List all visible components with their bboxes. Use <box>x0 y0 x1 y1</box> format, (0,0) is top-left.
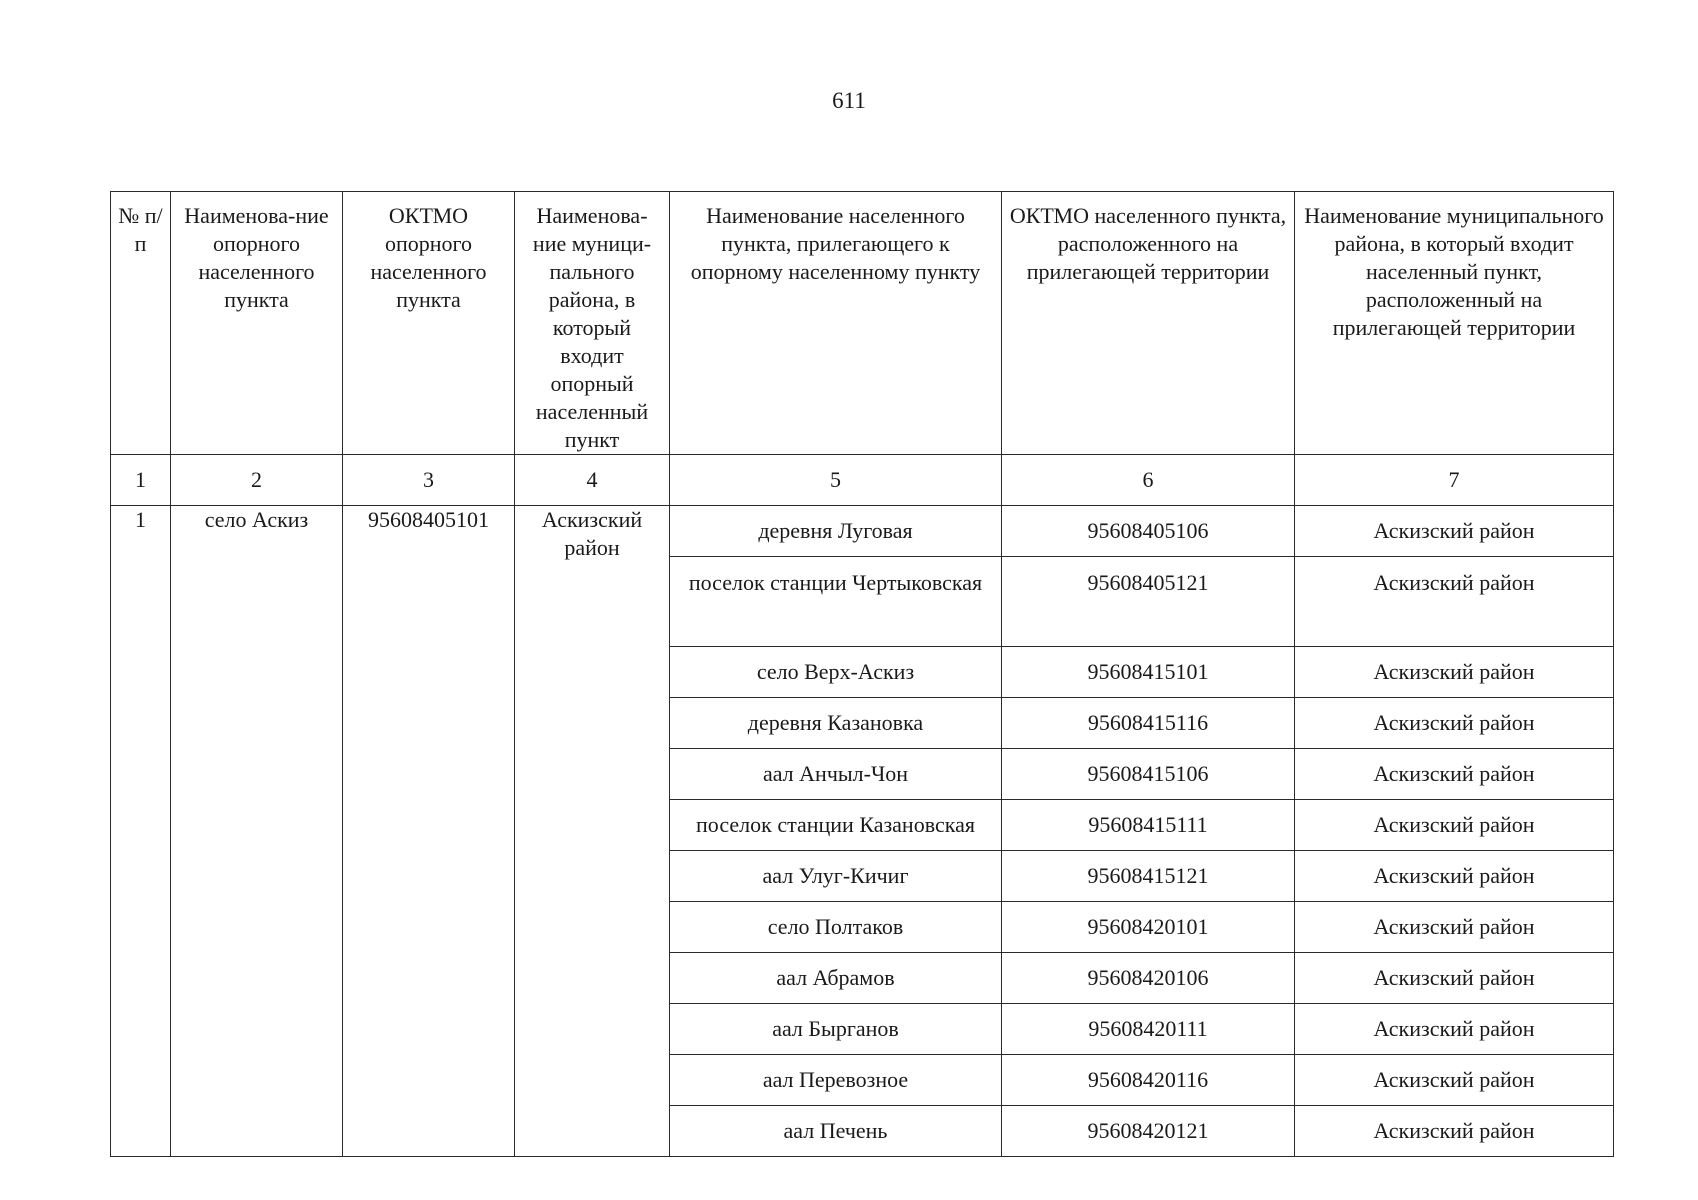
settlements-table <box>110 191 1614 1157</box>
adjacent-settlement-name: аал Быргaнов <box>670 1004 1002 1055</box>
adjacent-settlement-oktmo: 95608420111 <box>1002 1004 1295 1055</box>
adjacent-settlement-district: Аскизский район <box>1295 953 1614 1004</box>
column-number: 4 <box>515 455 670 506</box>
header-cell-adjacent-district: Наименование муниципального района, в который входит населенный пункт, расположенный на прилегающей территории <box>1295 192 1614 455</box>
adjacent-settlement-name: поселок станции Казановская <box>670 800 1002 851</box>
support-settlement-name: село Аскиз <box>171 506 343 1157</box>
header-cell-adjacent-oktmo: ОКТМО населенного пункта, расположенного на прилегающей территории <box>1002 192 1295 455</box>
page-number: 611 <box>832 88 866 113</box>
column-number: 2 <box>171 455 343 506</box>
adjacent-settlement-oktmo: 95608415106 <box>1002 749 1295 800</box>
adjacent-settlement-district: Аскизский район <box>1295 557 1614 647</box>
adjacent-settlement-name: аал Перевозное <box>670 1055 1002 1106</box>
support-settlement-district: Аскизский район <box>515 506 670 1157</box>
column-number-row <box>111 455 1614 506</box>
header-cell-adjacent-name: Наименование населенного пункта, прилегающего к опорному населенному пункту <box>670 192 1002 455</box>
adjacent-settlement-district: Аскизский район <box>1295 749 1614 800</box>
adjacent-settlement-oktmo: 95608420121 <box>1002 1106 1295 1157</box>
adjacent-settlement-district: Аскизский район <box>1295 800 1614 851</box>
adjacent-settlement-oktmo: 95608420116 <box>1002 1055 1295 1106</box>
adjacent-settlement-district: Аскизский район <box>1295 647 1614 698</box>
adjacent-settlement-district: Аскизский район <box>1295 851 1614 902</box>
adjacent-settlement-name: аал Печень <box>670 1106 1002 1157</box>
adjacent-settlement-oktmo: 95608415116 <box>1002 698 1295 749</box>
header-cell-oktmo: ОКТМО опорного населенного пункта <box>343 192 515 455</box>
adjacent-settlement-oktmo: 95608405121 <box>1002 557 1295 647</box>
adjacent-settlement-district: Аскизский район <box>1295 902 1614 953</box>
adjacent-settlement-district: Аскизский район <box>1295 506 1614 557</box>
header-cell-settlement: Наименова-ние опорного населенного пункта <box>171 192 343 455</box>
column-number: 7 <box>1295 455 1614 506</box>
adjacent-settlement-oktmo: 95608420101 <box>1002 902 1295 953</box>
adjacent-settlement-name: село Верх-Аскиз <box>670 647 1002 698</box>
adjacent-settlement-name: поселок станции Чертыковская <box>670 557 1002 647</box>
adjacent-settlement-district: Аскизский район <box>1295 1106 1614 1157</box>
adjacent-settlement-district: Аскизский район <box>1295 698 1614 749</box>
column-number: 3 <box>343 455 515 506</box>
header-row <box>111 192 1614 455</box>
adjacent-settlement-district: Аскизский район <box>1295 1055 1614 1106</box>
column-number: 6 <box>1002 455 1295 506</box>
group-number: 1 <box>111 506 171 1157</box>
adjacent-settlement-district: Аскизский район <box>1295 1004 1614 1055</box>
adjacent-settlement-oktmo: 95608405106 <box>1002 506 1295 557</box>
adjacent-settlement-name: аал Абрамов <box>670 953 1002 1004</box>
adjacent-settlement-oktmo: 95608420106 <box>1002 953 1295 1004</box>
adjacent-settlement-name: деревня Луговая <box>670 506 1002 557</box>
adjacent-settlement-oktmo: 95608415111 <box>1002 800 1295 851</box>
adjacent-settlement-oktmo: 95608415121 <box>1002 851 1295 902</box>
column-number: 5 <box>670 455 1002 506</box>
column-number: 1 <box>111 455 171 506</box>
table-row <box>111 506 1614 557</box>
adjacent-settlement-name: деревня Казановка <box>670 698 1002 749</box>
header-cell-num: № п/п <box>111 192 171 455</box>
adjacent-settlement-oktmo: 95608415101 <box>1002 647 1295 698</box>
header-cell-district: Наименова-ние муници-пального района, в который входит опорный населенный пункт <box>515 192 670 455</box>
support-settlement-oktmo: 95608405101 <box>343 506 515 1157</box>
adjacent-settlement-name: аал Улуг-Кичиг <box>670 851 1002 902</box>
adjacent-settlement-name: аал Анчыл-Чон <box>670 749 1002 800</box>
adjacent-settlement-name: село Полтаков <box>670 902 1002 953</box>
